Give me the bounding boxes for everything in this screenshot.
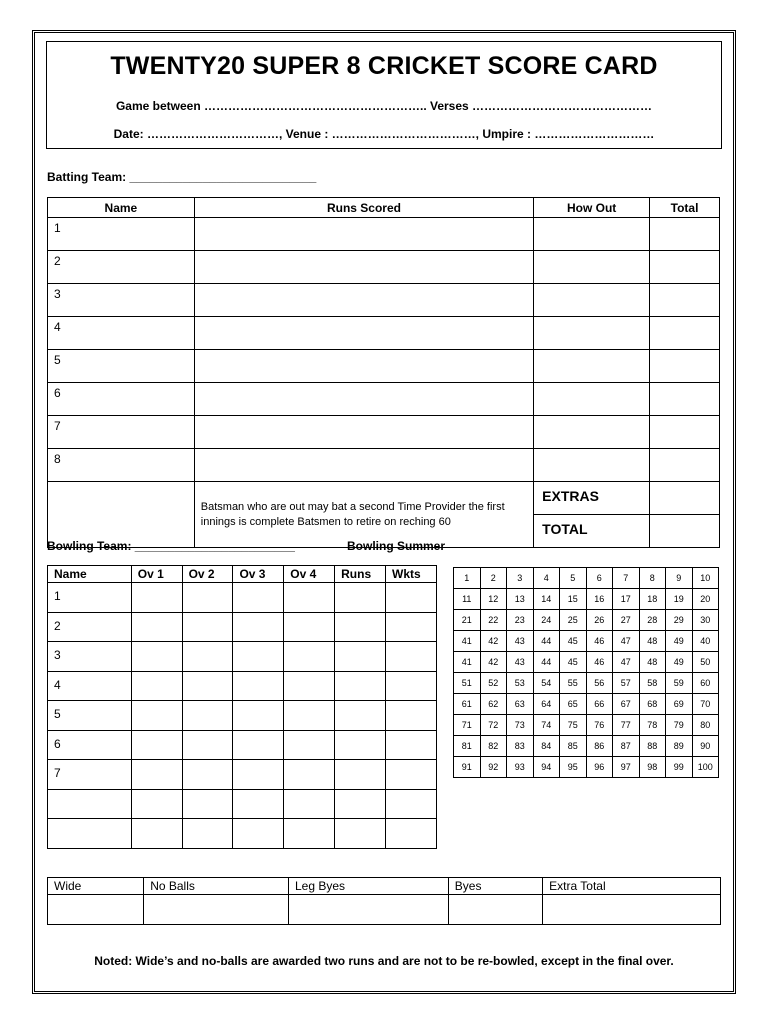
- bowling-value-cell[interactable]: [182, 583, 233, 613]
- bowling-row: [48, 730, 437, 760]
- bowler-number-cell[interactable]: 3: [48, 642, 132, 672]
- bowler-number-cell[interactable]: 7: [48, 760, 132, 790]
- tally-cell[interactable]: 82: [480, 736, 507, 757]
- extras-value-cell[interactable]: [144, 895, 289, 925]
- batting-row: [48, 350, 720, 383]
- bowling-col-header: Runs: [335, 566, 386, 583]
- tally-cell[interactable]: 8: [639, 568, 666, 589]
- extras-value-cell[interactable]: [543, 895, 721, 925]
- tally-cell[interactable]: 83: [507, 736, 534, 757]
- total-cell[interactable]: [650, 284, 720, 317]
- extras-col-header: Leg Byes: [288, 878, 448, 895]
- bowling-value-cell[interactable]: [131, 642, 182, 672]
- bowling-value-cell[interactable]: [131, 819, 182, 849]
- tally-cell[interactable]: 50: [692, 652, 719, 673]
- tally-cell[interactable]: 93: [507, 757, 534, 778]
- tally-cell[interactable]: 73: [507, 715, 534, 736]
- tally-cell[interactable]: 63: [507, 694, 534, 715]
- tally-cell[interactable]: 46: [586, 652, 613, 673]
- bowling-value-cell[interactable]: [233, 642, 284, 672]
- batting-table: [47, 197, 720, 548]
- how-out-cell[interactable]: [534, 416, 650, 449]
- extras-col-header: Wide: [48, 878, 144, 895]
- tally-cell[interactable]: 75: [560, 715, 587, 736]
- bowler-number-cell[interactable]: 4: [48, 671, 132, 701]
- bowling-value-cell[interactable]: [284, 730, 335, 760]
- tally-cell[interactable]: 56: [586, 673, 613, 694]
- runs-scored-cell[interactable]: [194, 449, 533, 482]
- tally-cell[interactable]: 30: [692, 610, 719, 631]
- batsman-number-cell[interactable]: 5: [48, 350, 195, 383]
- extras-value-cell[interactable]: [448, 895, 542, 925]
- bowling-value-cell[interactable]: [182, 671, 233, 701]
- tally-cell[interactable]: 23: [507, 610, 534, 631]
- tally-cell[interactable]: 79: [666, 715, 693, 736]
- bowling-col-header: Ov 2: [182, 566, 233, 583]
- tally-cell[interactable]: 68: [639, 694, 666, 715]
- tally-cell[interactable]: 26: [586, 610, 613, 631]
- tally-cell[interactable]: 44: [533, 631, 560, 652]
- bowler-number-cell[interactable]: 6: [48, 730, 132, 760]
- bowling-value-cell[interactable]: [335, 612, 386, 642]
- tally-cell[interactable]: 9: [666, 568, 693, 589]
- total-cell[interactable]: [650, 317, 720, 350]
- tally-cell[interactable]: 6: [586, 568, 613, 589]
- tally-cell[interactable]: 51: [454, 673, 481, 694]
- tally-row: [454, 694, 719, 715]
- batsman-number-cell[interactable]: 7: [48, 416, 195, 449]
- tally-cell[interactable]: 2: [480, 568, 507, 589]
- tally-cell[interactable]: 57: [613, 673, 640, 694]
- total-value-cell[interactable]: [650, 515, 720, 548]
- runs-scored-cell[interactable]: [194, 383, 533, 416]
- bowling-value-cell[interactable]: [386, 642, 437, 672]
- bowling-value-cell[interactable]: [335, 671, 386, 701]
- bowling-value-cell[interactable]: [386, 583, 437, 613]
- tally-cell[interactable]: 46: [586, 631, 613, 652]
- col-runs-scored: Runs Scored: [194, 198, 533, 218]
- tally-cell[interactable]: 53: [507, 673, 534, 694]
- tally-cell[interactable]: 43: [507, 652, 534, 673]
- tally-cell[interactable]: 49: [666, 652, 693, 673]
- bowling-value-cell[interactable]: [131, 730, 182, 760]
- header-box: [46, 41, 722, 149]
- bowling-value-cell[interactable]: [284, 819, 335, 849]
- tally-cell[interactable]: 54: [533, 673, 560, 694]
- tally-cell[interactable]: 77: [613, 715, 640, 736]
- col-total: Total: [650, 198, 720, 218]
- batsman-number-cell[interactable]: 8: [48, 449, 195, 482]
- bowling-value-cell[interactable]: [335, 760, 386, 790]
- bowling-value-cell[interactable]: [182, 612, 233, 642]
- tally-cell[interactable]: 91: [454, 757, 481, 778]
- tally-cell[interactable]: 21: [454, 610, 481, 631]
- bowling-value-cell[interactable]: [131, 612, 182, 642]
- tally-cell[interactable]: 47: [613, 652, 640, 673]
- total-cell[interactable]: [650, 383, 720, 416]
- bowling-value-cell[interactable]: [284, 642, 335, 672]
- bowling-value-cell[interactable]: [386, 671, 437, 701]
- how-out-cell[interactable]: [534, 317, 650, 350]
- tally-cell[interactable]: 74: [533, 715, 560, 736]
- tally-cell[interactable]: 70: [692, 694, 719, 715]
- runs-tally-grid: [453, 567, 719, 778]
- tally-cell[interactable]: 40: [692, 631, 719, 652]
- total-label: TOTAL: [534, 515, 650, 548]
- tally-cell[interactable]: 89: [666, 736, 693, 757]
- tally-cell[interactable]: 13: [507, 589, 534, 610]
- tally-cell[interactable]: 69: [666, 694, 693, 715]
- bowling-value-cell[interactable]: [335, 701, 386, 731]
- tally-cell[interactable]: 41: [454, 631, 481, 652]
- runs-scored-cell[interactable]: [194, 284, 533, 317]
- runs-scored-cell[interactable]: [194, 317, 533, 350]
- runs-scored-cell[interactable]: [194, 416, 533, 449]
- bowling-row: [48, 819, 437, 849]
- tally-cell[interactable]: 48: [639, 652, 666, 673]
- total-cell[interactable]: [650, 449, 720, 482]
- tally-cell[interactable]: 95: [560, 757, 587, 778]
- tally-cell[interactable]: 76: [586, 715, 613, 736]
- tally-cell[interactable]: 72: [480, 715, 507, 736]
- page-title: TWENTY20 SUPER 8 CRICKET SCORE CARD: [110, 52, 658, 80]
- game-between-line: Game between ……………………………………………….. Verses ………………………………………: [115, 99, 653, 113]
- bowling-value-cell[interactable]: [233, 819, 284, 849]
- extras-col-header: Byes: [448, 878, 542, 895]
- extras-col-header: No Balls: [144, 878, 289, 895]
- tally-cell[interactable]: 58: [639, 673, 666, 694]
- tally-cell[interactable]: 3: [507, 568, 534, 589]
- tally-cell[interactable]: 98: [639, 757, 666, 778]
- date-venue-umpire-line: Date: ……………………………, Venue : ………………………………, Umpire : …………………………: [113, 127, 655, 141]
- tally-cell[interactable]: 60: [692, 673, 719, 694]
- extras-value-cell[interactable]: [288, 895, 448, 925]
- total-cell[interactable]: [650, 251, 720, 284]
- bowling-value-cell[interactable]: [233, 701, 284, 731]
- bowling-value-cell[interactable]: [284, 701, 335, 731]
- extras-value-cell[interactable]: [48, 895, 144, 925]
- batting-row: [48, 251, 720, 284]
- bowling-value-cell[interactable]: [386, 760, 437, 790]
- bowler-number-cell[interactable]: 2: [48, 612, 132, 642]
- bowling-row: [48, 612, 437, 642]
- batting-row: [48, 284, 720, 317]
- tally-cell[interactable]: 59: [666, 673, 693, 694]
- bowling-value-cell[interactable]: [233, 789, 284, 819]
- bowling-row: [48, 671, 437, 701]
- tally-cell[interactable]: 10: [692, 568, 719, 589]
- bowling-value-cell[interactable]: [182, 760, 233, 790]
- bowling-value-cell[interactable]: [131, 760, 182, 790]
- batting-row: [48, 383, 720, 416]
- tally-cell[interactable]: 67: [613, 694, 640, 715]
- tally-cell[interactable]: 92: [480, 757, 507, 778]
- bowling-value-cell[interactable]: [233, 612, 284, 642]
- tally-cell[interactable]: 66: [586, 694, 613, 715]
- bowling-col-header: Ov 1: [131, 566, 182, 583]
- tally-cell[interactable]: 80: [692, 715, 719, 736]
- tally-cell[interactable]: 55: [560, 673, 587, 694]
- bowling-value-cell[interactable]: [335, 583, 386, 613]
- tally-cell[interactable]: 11: [454, 589, 481, 610]
- tally-cell[interactable]: 49: [666, 631, 693, 652]
- bowling-value-cell[interactable]: [386, 789, 437, 819]
- batting-row: [48, 218, 720, 251]
- batting-blank-cell: [48, 482, 195, 548]
- bowling-value-cell[interactable]: [131, 701, 182, 731]
- col-name: Name: [48, 198, 195, 218]
- bowling-value-cell[interactable]: [386, 819, 437, 849]
- bowling-value-cell[interactable]: [335, 730, 386, 760]
- tally-cell[interactable]: 99: [666, 757, 693, 778]
- tally-cell[interactable]: 52: [480, 673, 507, 694]
- tally-cell[interactable]: 25: [560, 610, 587, 631]
- tally-cell[interactable]: 47: [613, 631, 640, 652]
- batsman-number-cell[interactable]: 3: [48, 284, 195, 317]
- bowling-value-cell[interactable]: [182, 730, 233, 760]
- bowling-value-cell[interactable]: [284, 671, 335, 701]
- tally-row: [454, 757, 719, 778]
- bowling-row: [48, 760, 437, 790]
- tally-cell[interactable]: 61: [454, 694, 481, 715]
- batting-row: [48, 449, 720, 482]
- footnote: Noted: Wide’s and no-balls are awarded two runs and are not to be re-bowled, except in the final over.: [94, 954, 674, 968]
- tally-cell[interactable]: 84: [533, 736, 560, 757]
- bowling-value-cell[interactable]: [182, 642, 233, 672]
- bowling-value-cell[interactable]: [386, 701, 437, 731]
- bowling-value-cell[interactable]: [131, 789, 182, 819]
- tally-cell[interactable]: 20: [692, 589, 719, 610]
- tally-row: [454, 631, 719, 652]
- bowling-col-header: Ov 3: [233, 566, 284, 583]
- bowling-value-cell[interactable]: [335, 642, 386, 672]
- tally-cell[interactable]: 4: [533, 568, 560, 589]
- bowling-col-header: Name: [48, 566, 132, 583]
- total-cell[interactable]: [650, 350, 720, 383]
- tally-cell[interactable]: 81: [454, 736, 481, 757]
- bowling-value-cell[interactable]: [284, 583, 335, 613]
- how-out-cell[interactable]: [534, 449, 650, 482]
- bowling-value-cell[interactable]: [182, 701, 233, 731]
- bowling-row: [48, 583, 437, 613]
- batsman-number-cell[interactable]: 2: [48, 251, 195, 284]
- batting-row: [48, 416, 720, 449]
- how-out-cell[interactable]: [534, 218, 650, 251]
- tally-cell[interactable]: 43: [507, 631, 534, 652]
- tally-cell[interactable]: 16: [586, 589, 613, 610]
- tally-cell[interactable]: 18: [639, 589, 666, 610]
- tally-row: [454, 652, 719, 673]
- tally-cell[interactable]: 24: [533, 610, 560, 631]
- tally-row: [454, 715, 719, 736]
- tally-cell[interactable]: 29: [666, 610, 693, 631]
- tally-cell[interactable]: 94: [533, 757, 560, 778]
- tally-cell[interactable]: 19: [666, 589, 693, 610]
- bowling-col-header: Wkts: [386, 566, 437, 583]
- bowling-value-cell[interactable]: [131, 583, 182, 613]
- tally-cell[interactable]: 65: [560, 694, 587, 715]
- bowling-summary-label: Bowling Summer: [347, 539, 446, 553]
- bowling-value-cell[interactable]: [233, 583, 284, 613]
- bowling-value-cell[interactable]: [284, 789, 335, 819]
- bowling-value-cell[interactable]: [284, 760, 335, 790]
- bowler-number-cell[interactable]: [48, 789, 132, 819]
- tally-row: [454, 673, 719, 694]
- tally-cell[interactable]: 41: [454, 652, 481, 673]
- bowling-value-cell[interactable]: [386, 730, 437, 760]
- bowling-value-cell[interactable]: [335, 819, 386, 849]
- bowler-number-cell[interactable]: 1: [48, 583, 132, 613]
- bowler-number-cell[interactable]: [48, 819, 132, 849]
- tally-cell[interactable]: 14: [533, 589, 560, 610]
- bowling-value-cell[interactable]: [335, 789, 386, 819]
- tally-row: [454, 589, 719, 610]
- tally-cell[interactable]: 5: [560, 568, 587, 589]
- extras-table: [47, 877, 721, 925]
- tally-cell[interactable]: 22: [480, 610, 507, 631]
- tally-cell[interactable]: 87: [613, 736, 640, 757]
- bowling-value-cell[interactable]: [233, 671, 284, 701]
- tally-cell[interactable]: 78: [639, 715, 666, 736]
- tally-row: [454, 610, 719, 631]
- col-how-out: How Out: [534, 198, 650, 218]
- tally-cell[interactable]: 64: [533, 694, 560, 715]
- tally-cell[interactable]: 15: [560, 589, 587, 610]
- tally-row: [454, 568, 719, 589]
- bowling-row: [48, 701, 437, 731]
- total-cell[interactable]: [650, 218, 720, 251]
- runs-scored-cell[interactable]: [194, 350, 533, 383]
- bowling-value-cell[interactable]: [386, 612, 437, 642]
- bowling-team-label: Bowling Team: ________________________: [47, 539, 295, 553]
- tally-cell[interactable]: 62: [480, 694, 507, 715]
- bowling-table: [47, 565, 437, 849]
- runs-scored-cell[interactable]: [194, 251, 533, 284]
- bowling-value-cell[interactable]: [233, 760, 284, 790]
- tally-cell[interactable]: 97: [613, 757, 640, 778]
- tally-cell[interactable]: 100: [692, 757, 719, 778]
- total-cell[interactable]: [650, 416, 720, 449]
- runs-scored-cell[interactable]: [194, 218, 533, 251]
- tally-cell[interactable]: 90: [692, 736, 719, 757]
- bowling-value-cell[interactable]: [284, 612, 335, 642]
- batting-team-label: Batting Team: ____________________________: [47, 170, 317, 184]
- tally-cell[interactable]: 85: [560, 736, 587, 757]
- bowling-value-cell[interactable]: [182, 789, 233, 819]
- tally-row: [454, 736, 719, 757]
- bowling-value-cell[interactable]: [233, 730, 284, 760]
- tally-cell[interactable]: 45: [560, 631, 587, 652]
- batting-row: [48, 317, 720, 350]
- how-out-cell[interactable]: [534, 284, 650, 317]
- tally-cell[interactable]: 71: [454, 715, 481, 736]
- tally-cell[interactable]: 88: [639, 736, 666, 757]
- tally-cell[interactable]: 45: [560, 652, 587, 673]
- extras-label: EXTRAS: [534, 482, 650, 515]
- bowling-col-header: Ov 4: [284, 566, 335, 583]
- tally-cell[interactable]: 96: [586, 757, 613, 778]
- tally-cell[interactable]: 27: [613, 610, 640, 631]
- tally-cell[interactable]: 17: [613, 589, 640, 610]
- how-out-cell[interactable]: [534, 251, 650, 284]
- batsman-number-cell[interactable]: 1: [48, 218, 195, 251]
- bowler-number-cell[interactable]: 5: [48, 701, 132, 731]
- tally-cell[interactable]: 28: [639, 610, 666, 631]
- tally-cell[interactable]: 48: [639, 631, 666, 652]
- tally-cell[interactable]: 12: [480, 589, 507, 610]
- batsman-number-cell[interactable]: 4: [48, 317, 195, 350]
- batsman-number-cell[interactable]: 6: [48, 383, 195, 416]
- bowling-row: [48, 789, 437, 819]
- batting-note: Batsman who are out may bat a second Time Provider the first innings is complete Batsmen to retire on reching 60: [194, 482, 533, 548]
- extras-col-header: Extra Total: [543, 878, 721, 895]
- tally-cell[interactable]: 86: [586, 736, 613, 757]
- tally-cell[interactable]: 44: [533, 652, 560, 673]
- bowling-row: [48, 642, 437, 672]
- bowling-value-cell[interactable]: [131, 671, 182, 701]
- extras-value-cell[interactable]: [650, 482, 720, 515]
- tally-cell[interactable]: 7: [613, 568, 640, 589]
- tally-cell[interactable]: 42: [480, 652, 507, 673]
- how-out-cell[interactable]: [534, 383, 650, 416]
- how-out-cell[interactable]: [534, 350, 650, 383]
- bowling-value-cell[interactable]: [182, 819, 233, 849]
- tally-cell[interactable]: 1: [454, 568, 481, 589]
- tally-cell[interactable]: 42: [480, 631, 507, 652]
